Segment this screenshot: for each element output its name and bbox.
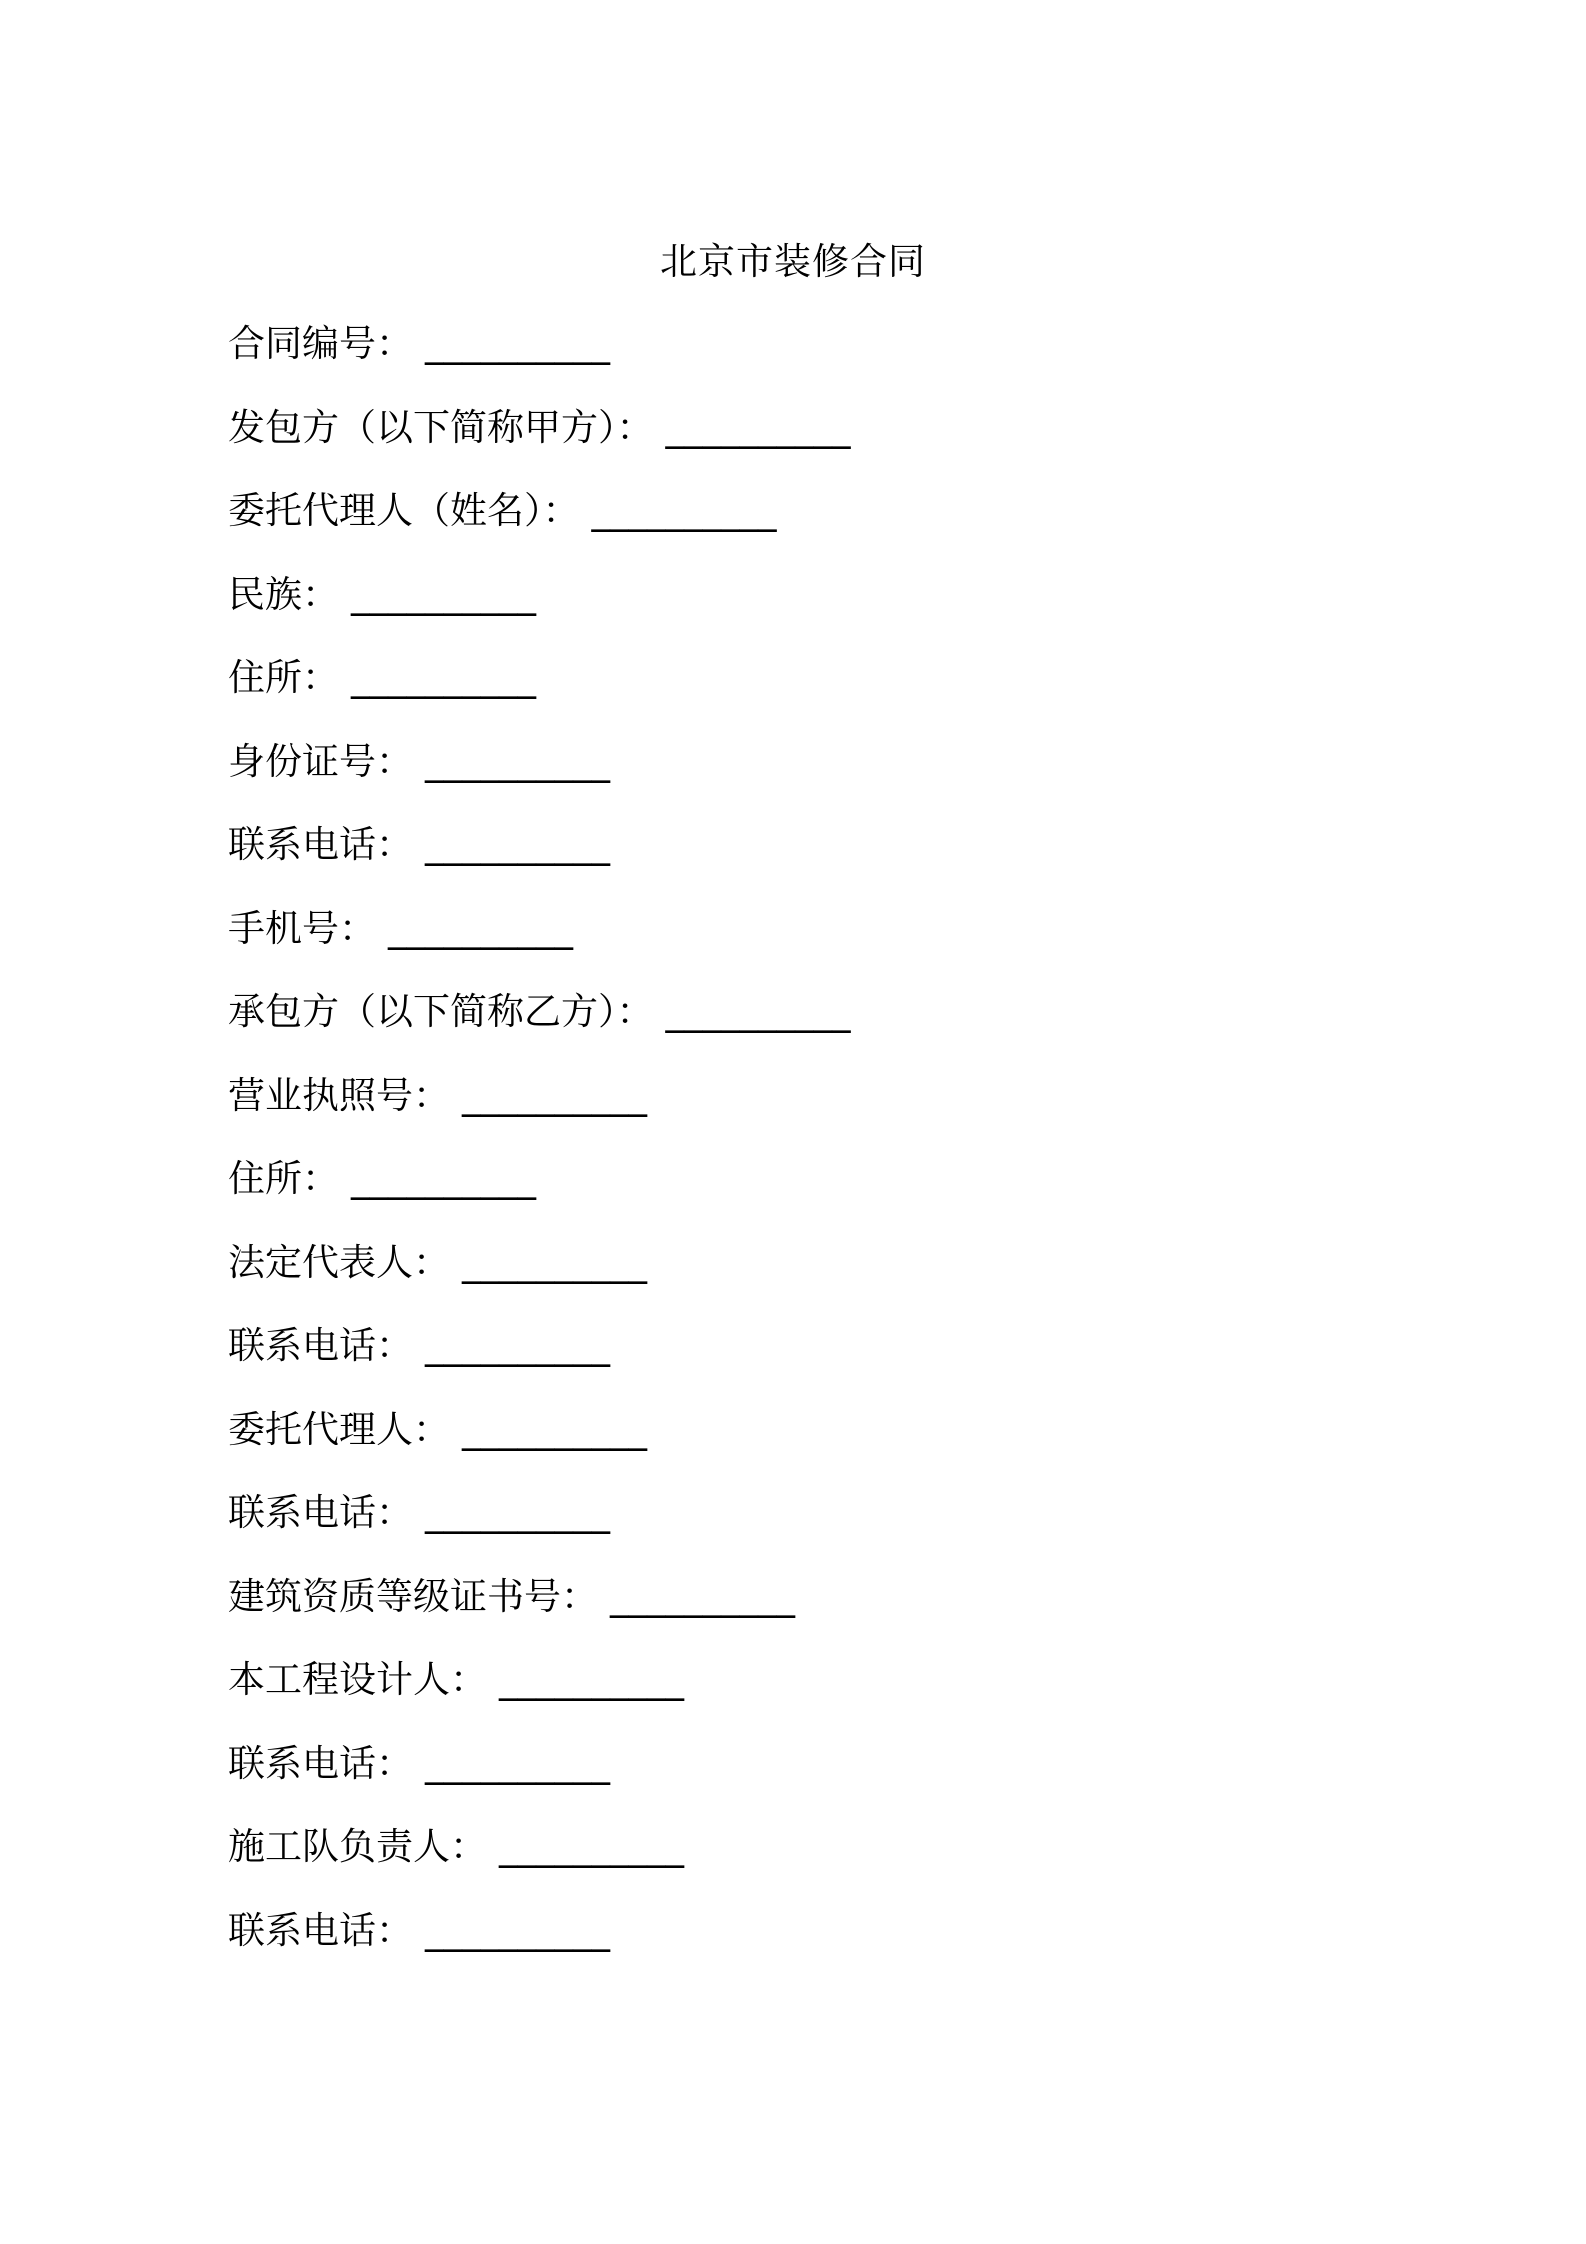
field-party-b-agent-phone [228, 1485, 851, 1569]
field-label: 委托代理人： [228, 1407, 450, 1451]
field-blank[interactable]: __________ [425, 739, 610, 783]
field-blank[interactable]: __________ [425, 1908, 610, 1952]
field-label: 施工队负责人： [228, 1825, 487, 1868]
field-blank[interactable]: __________ [351, 572, 536, 616]
field-blank[interactable]: __________ [591, 489, 777, 532]
field-label: 委托代理人（姓名）： [228, 489, 580, 532]
field-label: 身份证号： [228, 739, 413, 783]
field-blank[interactable]: __________ [665, 990, 851, 1033]
field-blank[interactable]: __________ [425, 322, 610, 365]
field-party-a-agent-name [228, 483, 851, 567]
field-party-a-address [228, 650, 851, 734]
field-blank[interactable]: __________ [462, 1240, 647, 1284]
field-blank[interactable]: __________ [462, 1073, 647, 1117]
field-label: 法定代表人： [228, 1240, 450, 1284]
field-label: 民族： [228, 572, 339, 616]
field-party-b-agent [228, 1402, 851, 1486]
field-party-a-phone [228, 817, 851, 901]
field-label: 联系电话： [228, 1324, 413, 1367]
contract-fields [228, 316, 851, 1986]
field-party-a [228, 400, 851, 484]
field-label: 联系电话： [228, 823, 413, 866]
field-label: 手机号： [228, 906, 376, 950]
field-qualification-certificate [228, 1569, 851, 1653]
field-ethnicity [228, 567, 851, 651]
field-contract-number [228, 316, 851, 400]
field-designer-phone [228, 1736, 851, 1820]
field-blank[interactable]: __________ [425, 823, 610, 866]
field-label: 住所： [228, 656, 339, 699]
field-label: 本工程设计人： [228, 1658, 487, 1701]
field-designer [228, 1652, 851, 1736]
field-mobile [228, 901, 851, 985]
field-blank[interactable]: __________ [425, 1491, 610, 1534]
field-blank[interactable]: __________ [351, 1157, 536, 1200]
field-blank[interactable]: __________ [351, 656, 536, 699]
field-label: 建筑资质等级证书号： [228, 1574, 598, 1618]
field-crew-leader [228, 1819, 851, 1903]
field-party-b-phone [228, 1318, 851, 1402]
field-blank[interactable]: __________ [388, 906, 573, 950]
field-blank[interactable]: __________ [665, 405, 851, 449]
field-label: 联系电话： [228, 1908, 413, 1952]
field-label: 承包方（以下简称乙方）： [228, 990, 654, 1033]
field-blank[interactable]: __________ [425, 1741, 610, 1785]
document-title: 北京市装修合同 [660, 240, 926, 283]
field-label: 合同编号： [228, 322, 413, 365]
field-label: 住所： [228, 1157, 339, 1200]
field-label: 发包方（以下简称甲方）： [228, 405, 654, 449]
field-party-b-address [228, 1151, 851, 1235]
field-label: 营业执照号： [228, 1073, 450, 1117]
field-blank[interactable]: __________ [462, 1407, 647, 1451]
field-blank[interactable]: __________ [425, 1324, 610, 1367]
field-party-b [228, 984, 851, 1068]
field-id-number [228, 734, 851, 818]
field-label: 联系电话： [228, 1741, 413, 1785]
field-blank[interactable]: __________ [499, 1658, 684, 1701]
field-business-license [228, 1068, 851, 1152]
field-blank[interactable]: __________ [610, 1574, 795, 1618]
field-legal-representative [228, 1235, 851, 1319]
field-label: 联系电话： [228, 1491, 413, 1534]
field-blank[interactable]: __________ [499, 1825, 684, 1868]
field-crew-leader-phone [228, 1903, 851, 1987]
